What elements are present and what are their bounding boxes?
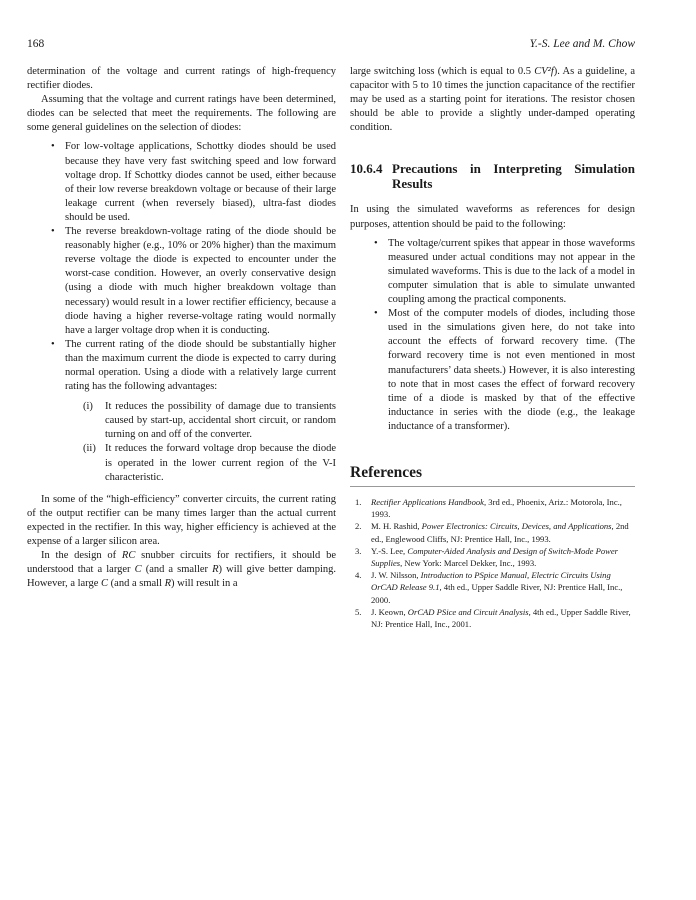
reference-item: [355, 545, 635, 569]
text-run: ) will give better damping. However, a large: [27, 564, 336, 590]
list-number: (i): [83, 401, 93, 413]
list-item: • The voltage/current spikes that appear in those waveforms measured under actual conditions may not appear in the simulated waveforms. This is due to the lack of a model in computer simulation that is able to simulate unwanted coupling among the practical components.: [374, 237, 635, 307]
reference-title: Power Electronics: Circuits, Devices, and Applications: [421, 521, 612, 532]
reference-item: [355, 520, 635, 544]
reference-title: OrCAD PSice and Circuit Analysis: [407, 606, 529, 617]
list-item-text: It reduces the forward voltage drop because the diode is operated in the lower current region of the V-I characteristic.: [105, 443, 336, 483]
running-header-authors: Y.-S. Lee and M. Chow: [529, 38, 635, 50]
references-heading: References: [350, 466, 635, 487]
text-run: In the design of: [41, 550, 122, 562]
reference-author: J. W. Nilsson,: [371, 570, 421, 581]
reference-number: 3.: [355, 545, 362, 556]
reference-author: M. H. Rashid,: [371, 521, 422, 532]
section-title: Precautions in Interpreting Simulation Results: [392, 161, 635, 192]
reference-title: Rectifier Applications Handbook: [371, 497, 484, 508]
reference-title: Computer-Aided Analysis and Design of Switch-Mode Power Supplies: [371, 545, 619, 569]
reference-item: [355, 606, 635, 630]
reference-details: , 4th ed., Upper Saddle River, NJ: Prentice Hall, Inc., 2001.: [371, 606, 631, 630]
list-item: [83, 442, 336, 484]
section-number: 10.6.4: [350, 161, 383, 177]
reference-details: , New York: Marcel Dekker, Inc., 1993.: [400, 558, 537, 569]
right-column: [350, 65, 635, 630]
paragraph: [350, 65, 635, 135]
text-run: (and a small: [108, 578, 165, 590]
italic-term: C: [101, 578, 109, 590]
references-list: [350, 496, 635, 630]
reference-author: J. Keown,: [371, 606, 408, 617]
paragraph: In some of the “high-efficiency” converter circuits, the current rating of the output rectifier can be many times larger than the actual current expected in the rectifier. In this way, higher efficiency is achieved at the expense of a larger silicon area.: [27, 493, 336, 547]
paragraph: In using the simulated waveforms as references for design purposes, attention should be paid to the following:: [350, 204, 635, 230]
reference-title: Introduction to PSpice Manual, Electric Circuits Using OrCAD Release 9.1: [371, 570, 611, 593]
reference-details: , 2nd ed., Englewood Cliffs, NJ: Prentice Hall, Inc., 1993.: [371, 521, 629, 544]
section-heading: [350, 161, 635, 191]
reference-number: 1.: [355, 497, 362, 508]
list-item: • For low-voltage applications, Schottky diodes should be used because they have very fast switching speed and low forward voltage drop. If Schottky diodes cannot be used, either because of their low reverse breakdown voltage or because of their large leakage current (when reversely biased), ultra-fast diodes should be used.: [51, 140, 336, 225]
text-run: ). As a guideline, a capacitor with 5 to 10 times the junction capacitance of the rectifier may be used as a starting point for iterations. The resistor chosen should be able to provide a slightly under-damped operating condition.: [350, 66, 636, 134]
left-column: [27, 65, 336, 591]
paragraph: [27, 549, 336, 591]
list-item: • The current rating of the diode should be substantially higher than the maximum current the diode is expected to carry during normal operation. Using a diode with a relatively large current rating has the following advantages:: [51, 338, 336, 394]
reference-number: 2.: [355, 521, 362, 532]
reference-details: , 3rd ed., Phoenix, Ariz.: Motorola, Inc., 1993.: [371, 497, 622, 520]
paragraph: Assuming that the voltage and current ratings have been determined, diodes can be selected that meet the requirements. The following are some general guidelines on the selection of diodes:: [27, 94, 336, 134]
reference-item: [355, 569, 635, 606]
italic-term: R: [164, 578, 172, 590]
reference-author: Y.-S. Lee,: [371, 545, 408, 556]
reference-details: , 4th ed., Upper Saddle River, NJ: Prentice Hall, Inc., 2000.: [371, 582, 623, 605]
list-item: • The reverse breakdown-voltage rating of the diode should be reasonably higher (e.g., 10% or 20% higher) than the maximum reverse voltage the diode is expected to encounter under the worst-case condition. However, an overly conservative design (using a diode with much higher breakdown voltage than necessary) would result in a lower rectifier efficiency, because a diode having a higher reverse-voltage rating would normally have a larger voltage drop when it is conducting.: [51, 225, 336, 338]
text-run: ) will result in a: [171, 578, 238, 590]
italic-term: C: [134, 564, 142, 576]
list-number: (ii): [83, 443, 96, 455]
text-run: large switching loss (which is equal to 0.5: [350, 66, 535, 77]
guidelines-list: [27, 140, 336, 394]
precautions-list: [350, 237, 635, 434]
text-run: snubber circuits for rectifiers, it should be understood that a larger: [27, 550, 336, 576]
paragraph: determination of the voltage and current ratings of high-frequency rectifier diodes.: [27, 66, 336, 92]
text-run: (and a smaller: [141, 564, 213, 576]
list-item: [83, 400, 336, 442]
reference-number: 5.: [355, 606, 362, 617]
italic-term: R: [212, 564, 219, 576]
page-number: 168: [27, 38, 45, 50]
reference-item: [355, 496, 635, 520]
reference-number: 4.: [355, 570, 362, 581]
list-item: • Most of the computer models of diodes, including those used in the simulations given here, do not take into account the effects of forward recovery time. (The forward recovery time is not even mentioned in most manufacturers’ data sheets.) However, it is also interesting to note that in most cases the effect of forward recovery time of a diode is masked by that of the effective inductance in series with the diode (e.g., the leakage inductance of a transformer).: [374, 307, 635, 434]
italic-term: RC: [121, 550, 136, 562]
advantages-list: [27, 400, 336, 485]
formula: CV²f: [534, 66, 554, 77]
list-item-text: It reduces the possibility of damage due to transients caused by start-up, accidental short circuit, or random turning on and off of the converter.: [105, 401, 336, 441]
